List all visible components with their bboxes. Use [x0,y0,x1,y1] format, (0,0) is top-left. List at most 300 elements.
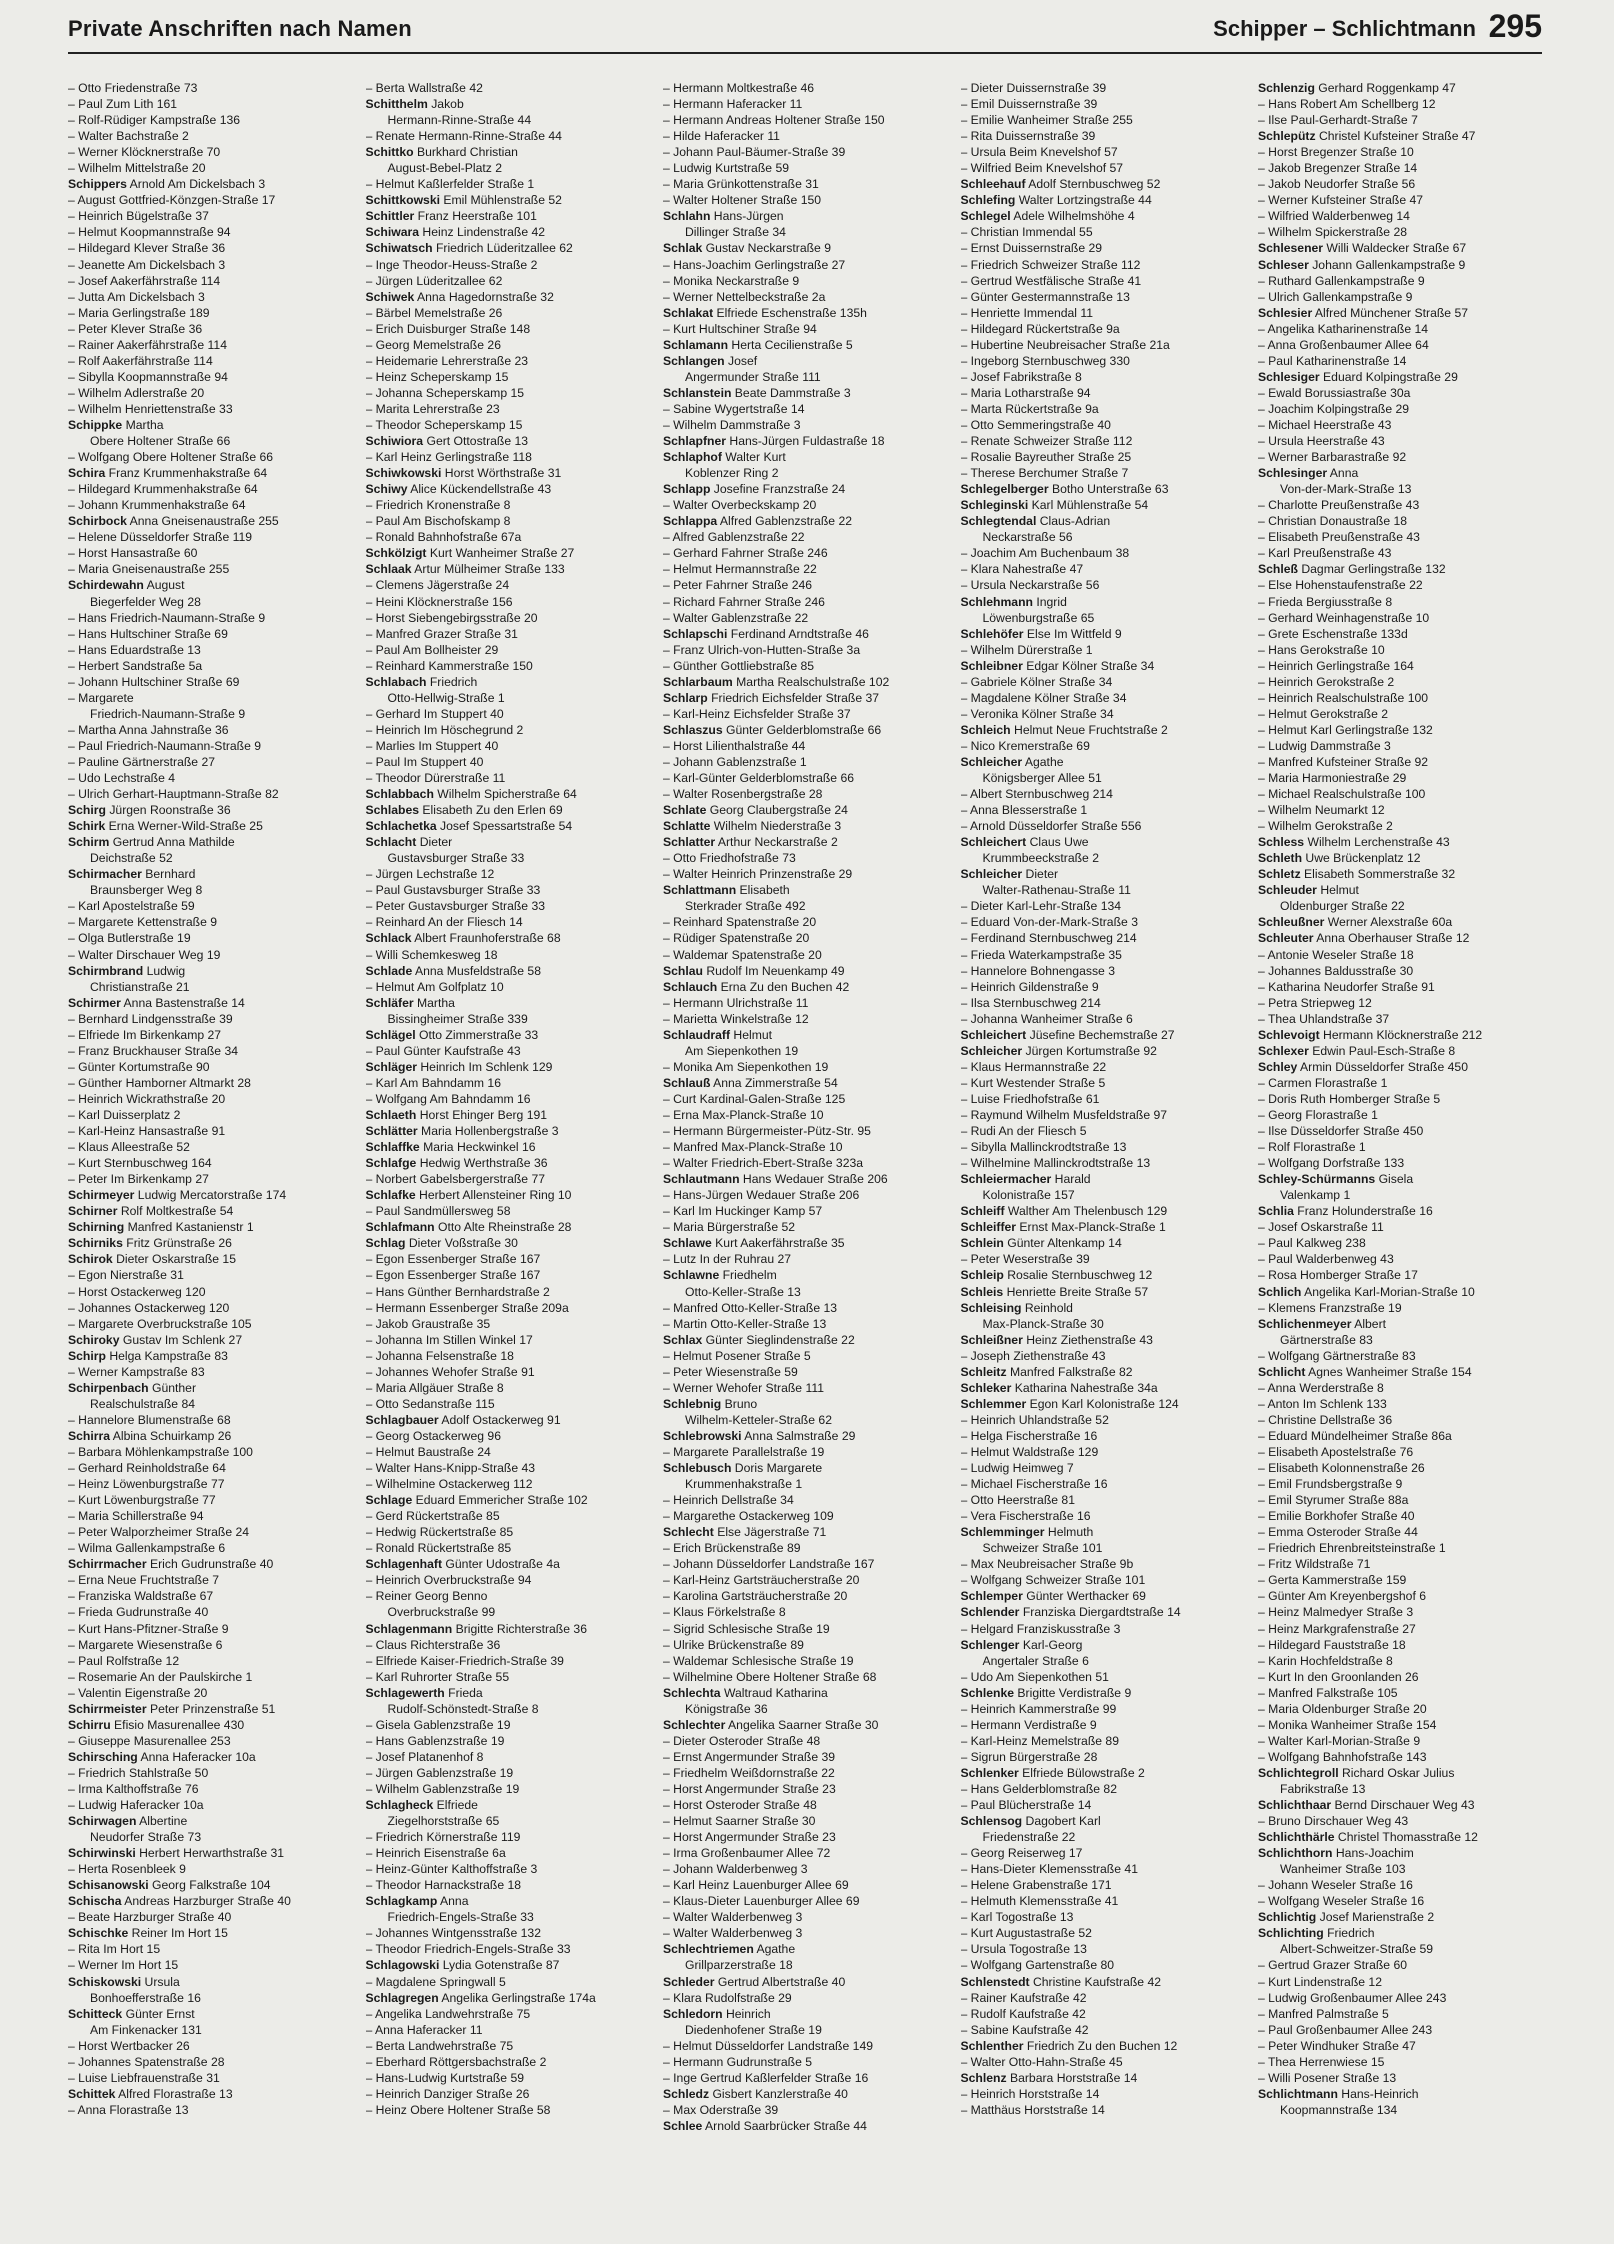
directory-entry: Königsberger Allee 51 [982,771,1102,786]
surname: Schlabbach [365,787,434,802]
directory-entry: – Peter Wiesenstraße 59 [663,1364,798,1379]
directory-entry: – Joachim Kolpingstraße 29 [1258,401,1410,416]
directory-entry: Ziegelhorststraße 65 [387,1814,500,1829]
surname: Schlagenhaft [365,1557,443,1572]
directory-entry: – Horst Angermunder Straße 23 [663,1830,836,1845]
directory-entry: – Walter Gablenzstraße 22 [663,610,809,625]
directory-entry: – Jürgen Lechstraße 12 [365,867,495,882]
directory-entry: Albert-Schweitzer-Straße 59 [1280,1942,1434,1957]
directory-entry: – Wilhelm Dürerstraße 1 [960,642,1093,657]
surname: Schlarbaum [663,674,733,689]
directory-entry: – Helmut Gerokstraße 2 [1258,706,1389,721]
directory-entry: Schlagkamp Anna [365,1894,469,1909]
directory-entry: – Karl-Heinz Eichsfelder Straße 37 [663,706,851,721]
directory-entry: – Margarete [68,690,134,705]
directory-entry: Am Finkenacker 131 [90,2022,202,2037]
directory-entry: Schlagbauer Adolf Ostackerweg 91 [365,1412,561,1427]
directory-column [1258,80,1542,2230]
directory-entry: Schlenke Brigitte Verdistraße 9 [960,1685,1132,1700]
directory-entry: – Michael Realschulstraße 100 [1258,787,1426,802]
directory-entry: Schlangen Josef [663,353,758,368]
directory-entry: Schleibner Edgar Kölner Straße 34 [960,658,1155,673]
directory-entry: – Rainer Aakerfährstraße 114 [68,337,227,352]
directory-entry: Otto-Hellwig-Straße 1 [387,690,505,705]
directory-entry: Schippers Arnold Am Dickelsbach 3 [68,177,266,192]
directory-entry: Schleißner Heinz Ziethenstraße 43 [960,1332,1153,1347]
directory-entry: Schitteck Günter Ernst [68,2006,195,2021]
directory-entry: – Doris Ruth Homberger Straße 5 [1258,1091,1441,1106]
directory-entry: Dillinger Straße 34 [685,225,786,240]
surname: Schley-Schürmanns [1258,1172,1376,1187]
directory-entry: – Monika Am Siepenkothen 19 [663,1059,829,1074]
directory-entry: – Rudi An der Fliesch 5 [960,1124,1087,1139]
directory-entry: – Josef Fabrikstraße 8 [960,369,1082,384]
directory-entry: – Georg Reiserweg 17 [960,1846,1083,1861]
directory-entry: – Bruno Dirschauer Weg 43 [1258,1814,1409,1829]
surname: Schirra [68,1428,111,1443]
surname: Schleicher [960,754,1023,769]
directory-entry: – Berta Landwehrstraße 75 [365,2038,514,2053]
surname: Schiwiora [365,434,424,449]
directory-entry: – Charlotte Preußenstraße 43 [1258,498,1420,513]
directory-entry: Schleising Reinhold [960,1300,1073,1315]
surname: Schlacht [365,835,417,850]
directory-entry: Schlätter Maria Hollenbergstraße 3 [365,1124,559,1139]
directory-entry: – Jutta Am Dickelsbach 3 [68,289,205,304]
directory-entry: – Hans Gelderblomstraße 82 [960,1781,1117,1796]
directory-entry: – Hans Gerokstraße 10 [1258,642,1385,657]
surname: Schlicht [1258,1364,1306,1379]
directory-entry: – Maria Harmoniestraße 29 [1258,771,1407,786]
directory-entry: – Emil Styrumer Straße 88a [1258,1493,1409,1508]
directory-entry: Schleußner Werner Alexstraße 60a [1258,915,1453,930]
surname: Schirmacher [68,867,142,882]
surname: Schlichthärle [1258,1830,1335,1845]
surname: Schlanstein [663,385,732,400]
directory-entry: – Paul Blücherstraße 14 [960,1798,1092,1813]
directory-entry: – Günther Gottliebstraße 85 [663,658,815,673]
directory-entry: – Emilie Borkhofer Straße 40 [1258,1509,1415,1524]
directory-entry: Schlebrowski Anna Salmstraße 29 [663,1428,856,1443]
directory-entry: – Rainer Kaufstraße 42 [960,1990,1087,2005]
directory-entry: – Hermann Haferacker 11 [663,97,803,112]
directory-entry: – Hans Gablenzstraße 19 [365,1733,505,1748]
directory-entry: – Jeanette Am Dickelsbach 3 [68,257,226,272]
directory-entry: – Horst Angermunder Straße 23 [663,1781,836,1796]
surname: Schleder [663,1974,715,1989]
directory-entry: Von-der-Mark-Straße 13 [1280,482,1412,497]
directory-entry: Schlegelberger Botho Unterstraße 63 [960,482,1169,497]
directory-entry: Sterkrader Straße 492 [685,899,806,914]
directory-entry: – Karl-Heinz Memelstraße 89 [960,1733,1119,1748]
directory-entry: Schlauch Erna Zu den Buchen 42 [663,979,850,994]
surname: Schläfer [365,995,414,1010]
directory-entry: Schlebnig Bruno [663,1396,758,1411]
directory-entry: Schlenther Friedrich Zu den Buchen 12 [960,2038,1178,2053]
directory-entry: – Ilsa Sternbuschweg 214 [960,995,1101,1010]
directory-entry: – Wilhelm Adlerstraße 20 [68,385,205,400]
surname: Schlagewerth [365,1685,445,1700]
surname: Schleis [960,1284,1004,1299]
directory-entry: Schlate Georg Claubergstraße 24 [663,803,848,818]
directory-entry: – Wilma Gallenkampstraße 6 [68,1541,226,1556]
directory-entry: – Wilhelm Gablenzstraße 19 [365,1781,520,1796]
surname: Schippke [68,417,123,432]
surname: Schlätter [365,1124,418,1139]
directory-entry: – Christine Dellstraße 36 [1258,1412,1393,1427]
surname: Schirpenbach [68,1380,149,1395]
directory-entry: – Jürgen Lüderitzallee 62 [365,273,503,288]
surname: Schitthelm [365,97,428,112]
surname: Schirdewahn [68,578,144,593]
surname: Schlade [365,963,413,978]
directory-entry: – Theodor Harnackstraße 18 [365,1878,522,1893]
surname: Schischke [68,1926,129,1941]
surname: Schlabes [365,803,420,818]
directory-entry: Schlebusch Doris Margarete [663,1461,823,1476]
directory-entry: Diedenhofener Straße 19 [685,2022,822,2037]
directory-entry: – Josef Platanenhof 8 [365,1749,484,1764]
directory-entry: – Marlies Im Stuppert 40 [365,738,499,753]
directory-entry: – Paul Katharinenstraße 14 [1258,353,1407,368]
directory-entry: Obere Holtener Straße 66 [90,434,231,449]
directory-entry: – Helgard Franziskusstraße 3 [960,1621,1121,1636]
directory-entry: Schlawe Kurt Aakerfährstraße 35 [663,1236,845,1251]
directory-entry: – Hermann Moltkestraße 46 [663,81,815,95]
directory-entry: – Heinz Löwenburgstraße 77 [68,1477,225,1492]
directory-entry: – Peter Windhuker Straße 47 [1258,2038,1416,2053]
directory-entry: – Werner Wehofer Straße 111 [663,1380,824,1395]
directory-entry: – Reinhard Spatenstraße 20 [663,915,817,930]
surname: Schlenke [960,1685,1015,1700]
directory-entry: – Elfriede Im Birkenkamp 27 [68,1027,222,1042]
directory-entry: – Herta Rosenbleek 9 [68,1862,186,1877]
directory-entry: – Günter Gestermannstraße 13 [960,289,1130,304]
directory-entry: – Reinhard Kammerstraße 150 [365,658,533,673]
directory-entry: Schittko Burkhard Christian [365,145,518,160]
directory-entry: – Hermann Verdistraße 9 [960,1717,1097,1732]
directory-entry: – Rüdiger Spatenstraße 20 [663,931,810,946]
directory-entry: – Walter Walderbenweg 3 [663,1926,803,1941]
directory-entry: – Johanna Im Stillen Winkel 17 [365,1332,533,1347]
surname: Schlesener [1258,241,1324,256]
page-header [68,8,1542,54]
directory-entry: – Frieda Waterkampstraße 35 [960,947,1122,962]
directory-entry: – Claus Richterstraße 36 [365,1637,501,1652]
directory-entry: – Irma Großenbaumer Allee 72 [663,1846,831,1861]
surname: Schleicher [960,1043,1023,1058]
directory-entry: – Ursula Togostraße 13 [960,1942,1087,1957]
directory-entry: – Dieter Duissernstraße 39 [960,81,1107,95]
directory-entry: Schlabes Elisabeth Zu den Erlen 69 [365,803,563,818]
surname: Schlagkamp [365,1894,438,1909]
directory-entry: – Helmuth Klemensstraße 41 [960,1894,1119,1909]
directory-entry: Schlein Günter Altenkamp 14 [960,1236,1122,1251]
directory-entry: – Wolfgang Weseler Straße 16 [1258,1894,1425,1909]
directory-entry: – Rosa Homberger Straße 17 [1258,1268,1418,1283]
directory-entry: – Klemens Franzstraße 19 [1258,1300,1402,1315]
directory-entry: – Ursula Heerstraße 43 [1258,434,1385,449]
page-number: 295 [1488,8,1542,44]
directory-entry: – Wolfgang Schweizer Straße 101 [960,1573,1146,1588]
directory-entry: Schlamann Herta Cecilienstraße 5 [663,337,853,352]
directory-entry: – Helene Düsseldorfer Straße 119 [68,530,253,545]
surname: Schirrmeister [68,1701,147,1716]
directory-entry: Schlehöfer Else Im Wittfeld 9 [960,626,1122,641]
surname: Schlehmann [960,594,1033,609]
directory-entry: – Paul Friedrich-Naumann-Straße 9 [68,738,262,753]
directory-entry: – Wolfgang Gartenstraße 80 [960,1958,1115,1973]
directory-entry: Schlahn Hans-Jürgen [663,209,784,224]
directory-entry: – Heinrich Overbruckstraße 94 [365,1573,532,1588]
surname: Schleiff [960,1204,1005,1219]
directory-entry: Schlabbach Wilhelm Spicherstraße 64 [365,787,577,802]
directory-entry: Schiskowski Ursula [68,1974,180,1989]
directory-entry: Schlich Angelika Karl-Morian-Straße 10 [1258,1284,1475,1299]
surname: Schlapschi [663,626,728,641]
directory-entry: – Johann Paul-Bäumer-Straße 39 [663,145,846,160]
surname: Schless [1258,835,1305,850]
surname: Schlichtig [1258,1910,1317,1925]
directory-entry: Schletz Elisabeth Sommerstraße 32 [1258,867,1456,882]
directory-entry: Königstraße 36 [685,1701,768,1716]
directory-entry: Bonhoefferstraße 16 [90,1990,201,2005]
directory-entry: – Emil Frundsbergstraße 9 [1258,1477,1403,1492]
directory-entry: – Otto Friedenstraße 73 [68,81,198,95]
directory-entry: – Anna Großenbaumer Allee 64 [1258,337,1429,352]
directory-entry: – Maria Schillerstraße 94 [68,1509,204,1524]
surname: Schlappa [663,514,718,529]
surname: Schlarp [663,690,708,705]
directory-entry: – Horst Wertbacker 26 [68,2038,190,2053]
directory-entry: – Ulrich Gallenkampstraße 9 [1258,289,1413,304]
surname: Schleichert [960,1027,1027,1042]
directory-entry: – Udo Lechstraße 4 [68,771,176,786]
surname: Schlenzig [1258,81,1315,95]
directory-entry: – Walter Bachstraße 2 [68,129,189,144]
directory-entry: – Herbert Sandstraße 5a [68,658,203,673]
directory-entry: – Ursula Neckarstraße 56 [960,578,1100,593]
directory-entry: Schira Franz Krummenhakstraße 64 [68,466,268,481]
directory-entry: – Norbert Gabelsbergerstraße 77 [365,1172,546,1187]
directory-entry: Hermann-Rinne-Straße 44 [387,113,532,128]
directory-entry: – Thea Uhlandstraße 37 [1258,1011,1390,1026]
directory-entry: Schlenger Karl-Georg [960,1637,1083,1652]
directory-entry: Biegerfelder Weg 28 [90,594,201,609]
directory-entry: – Frieda Gudrunstraße 40 [68,1605,209,1620]
directory-entry: – Helmut Koopmannstraße 94 [68,225,231,240]
directory-entry: – Udo Am Siepenkothen 51 [960,1669,1109,1684]
directory-entry: Schiwek Anna Hagedornstraße 32 [365,289,554,304]
surname: Schlagenmann [365,1621,453,1636]
directory-entry: – Curt Kardinal-Galen-Straße 125 [663,1091,846,1106]
directory-entry: – Wilfried Beim Knevelshof 57 [960,161,1124,176]
directory-entry: Schlachetka Josef Spessartstraße 54 [365,819,573,834]
directory-entry: – Wilhelmine Obere Holtener Straße 68 [663,1669,877,1684]
surname: Schlaeth [365,1108,417,1122]
directory-entry: Schirru Efisio Masurenallee 430 [68,1717,245,1732]
surname: Schlebusch [663,1461,732,1476]
surname: Schlia [1258,1204,1294,1219]
surname: Schirg [68,803,106,818]
directory-entry: – Hans-Jürgen Wedauer Straße 206 [663,1188,860,1203]
directory-entry: Neckarstraße 56 [982,530,1073,545]
directory-entry: – Walter Dirschauer Weg 19 [68,947,221,962]
directory-entry: – Wilhelm Neumarkt 12 [1258,803,1385,818]
directory-entry: – Horst Hansastraße 60 [68,546,198,561]
directory-entry: – Walter Friedrich-Ebert-Straße 323a [663,1156,864,1171]
directory-entry: Schkölzigt Kurt Wanheimer Straße 27 [365,546,575,561]
directory-entry: Schirm Gertrud Anna Mathilde [68,835,235,850]
surname: Schlate [663,803,707,818]
directory-entry: – August Gottfried-Könzgen-Straße 17 [68,193,276,208]
directory-entry: Schläger Heinrich Im Schlenk 129 [365,1059,553,1074]
surname: Schira [68,466,106,481]
directory-entry: – Erich Brückenstraße 89 [663,1541,801,1556]
directory-entry: – Manfred Otto-Keller-Straße 13 [663,1300,838,1315]
directory-entry: – Manfred Palmstraße 5 [1258,2006,1389,2021]
directory-entry: – Johanna Scheperskamp 15 [365,385,525,400]
surname: Schlenther [960,2038,1024,2053]
surname: Schiwara [365,225,420,240]
directory-entry: – Gerd Rückertstraße 85 [365,1509,500,1524]
directory-entry: Schleicher Dieter [960,867,1059,882]
surname: Schlepütz [1258,129,1316,144]
directory-entry: Schirmacher Bernhard [68,867,196,882]
directory-entry: Schlade Anna Musfeldstraße 58 [365,963,541,978]
directory-entry: – Heinrich Uhlandstraße 52 [960,1412,1109,1427]
directory-entry: – Karolina Gartsträucherstraße 20 [663,1589,848,1604]
directory-entry: Schlafge Hedwig Werthstraße 36 [365,1156,548,1171]
directory-entry: – Elisabeth Preußenstraße 43 [1258,530,1420,545]
directory-entry: – Marietta Winkelstraße 12 [663,1011,809,1026]
surname: Schlebnig [663,1396,722,1411]
directory-entry: – Nico Kremerstraße 69 [960,738,1090,753]
surname: Schirmbrand [68,963,144,978]
directory-entry: – Paul Walderbenweg 43 [1258,1252,1394,1267]
directory-entry: – Klara Rudolfstraße 29 [663,1990,792,2005]
surname: Schlender [960,1605,1020,1620]
directory-entry: – Hedwig Rückertstraße 85 [365,1525,514,1540]
directory-entry: – Maria Grünkottenstraße 31 [663,177,819,192]
directory-entry: Max-Planck-Straße 30 [982,1316,1104,1331]
directory-entry: – Rolf Aakerfährstraße 114 [68,353,213,368]
directory-entry: – Monika Wanheimer Straße 154 [1258,1717,1437,1732]
directory-entry: – Paul Kalkweg 238 [1258,1236,1366,1251]
surname: Schlichenmeyer [1258,1316,1352,1331]
directory-entry: – Egon Essenberger Straße 167 [365,1252,541,1267]
directory-entry: – Margarete Parallelstraße 19 [663,1444,825,1459]
directory-entry: – Ewald Borussiastraße 30a [1258,385,1411,400]
directory-entry: Schlanstein Beate Dammstraße 3 [663,385,851,400]
surname: Schlatter [663,835,716,850]
directory-entry: – Johanna Wanheimer Straße 6 [960,1011,1133,1026]
directory-entry: – Christian Immendal 55 [960,225,1093,240]
surname: Schiwkowski [365,466,442,481]
directory-entry: – Sibylla Koopmannstraße 94 [68,369,228,384]
directory-entry: Schlabach Friedrich [365,674,478,689]
directory-entry: Gärtnerstraße 83 [1280,1332,1373,1347]
directory-entry: – Manfred Max-Planck-Straße 10 [663,1140,843,1155]
directory-entry: – Barbara Möhlenkampstraße 100 [68,1444,253,1459]
directory-entry: – Ulrich Gerhart-Hauptmann-Straße 82 [68,787,279,802]
directory-entry: – Erna Neue Fruchtstraße 7 [68,1573,220,1588]
directory-entry: Schlaak Artur Mülheimer Straße 133 [365,562,565,577]
directory-entry: – Matthäus Horststraße 14 [960,2102,1105,2117]
directory-entry: – Heinrich Danziger Straße 26 [365,2086,530,2101]
directory-entry: – Kurt Hultschiner Straße 94 [663,321,817,336]
directory-entry: Schlafke Herbert Allensteiner Ring 10 [365,1188,572,1203]
surname: Schlichting [1258,1926,1324,1941]
directory-entry: Friedenstraße 22 [982,1830,1076,1845]
surname: Schlichtmann [1258,2086,1338,2101]
directory-entry: Schlarbaum Martha Realschulstraße 102 [663,674,890,689]
directory-entry: Schlax Günter Sieglindenstraße 22 [663,1332,855,1347]
directory-entry: – Walter Walderbenweg 3 [663,1910,803,1925]
directory-entry: – Karl Im Huckinger Kamp 57 [663,1204,823,1219]
directory-entry: Schläfer Martha [365,995,455,1010]
surname: Schlebrowski [663,1428,742,1443]
directory-entry: – Hildegard Klever Straße 36 [68,241,226,256]
surname: Schlesiger [1258,369,1320,384]
directory-entry: – Johannes Wintgensstraße 132 [365,1926,541,1941]
directory-entry: – Joachim Am Buchenbaum 38 [960,546,1130,561]
directory-entry: – Rolf Florastraße 1 [1258,1140,1366,1155]
surname: Schisanowski [68,1878,149,1893]
directory-entry: Schlee Arnold Saarbrücker Straße 44 [663,2118,867,2133]
surname: Schlehöfer [960,626,1024,641]
surname: Schlägel [365,1027,416,1042]
directory-entry: Schlichtmann Hans-Heinrich [1258,2086,1419,2101]
directory-entry: Braunsberger Weg 8 [90,883,203,898]
directory-entry: – Pauline Gärtnerstraße 27 [68,754,216,769]
directory-entry: Schlenstedt Christine Kaufstraße 42 [960,1974,1162,1989]
directory-entry: – Elisabeth Kolonnenstraße 26 [1258,1461,1425,1476]
directory-column [961,80,1245,2230]
directory-entry: – Jakob Graustraße 35 [365,1316,491,1331]
directory-entry: – Kurt Augustastraße 52 [960,1926,1092,1941]
directory-entry: – Clemens Jägerstraße 24 [365,578,510,593]
surname: Schirbock [68,514,127,529]
directory-entry: – Willi Posener Straße 13 [1258,2070,1397,2085]
surname: Schirner [68,1204,118,1219]
directory-entry: Schlesier Alfred Münchener Straße 57 [1258,305,1469,320]
directory-entry: – Peter Weserstraße 39 [960,1252,1090,1267]
directory-entry: – Michael Fischerstraße 16 [960,1477,1108,1492]
directory-column [68,80,352,2230]
surname: Schittko [365,145,414,160]
directory-entry: – Johann Gablenzstraße 1 [663,754,807,769]
directory-entry: Schlegtendal Claus-Adrian [960,514,1111,529]
surname: Schlemper [960,1589,1023,1604]
directory-entry: – Heinrich Gildenstraße 9 [960,979,1099,994]
directory-entry: – Helmut Waldstraße 129 [960,1444,1099,1459]
directory-entry: – Peter Walporzheimer Straße 24 [68,1525,250,1540]
surname: Schlee [663,2118,703,2133]
surname: Schlatte [663,819,711,834]
directory-entry: – Friedrich Kronenstraße 8 [365,498,511,513]
surname: Schiwek [365,289,415,304]
directory-entry: – Friedrich Ehrenbreitsteinstraße 1 [1258,1541,1446,1556]
surname: Schleser [1258,257,1309,272]
directory-entry: Schirmer Anna Bastenstraße 14 [68,995,245,1010]
directory-entry: – Walter Holtener Straße 150 [663,193,822,208]
directory-entry: – Karl Togostraße 13 [960,1910,1074,1925]
directory-entry: – Jürgen Gablenzstraße 19 [365,1765,514,1780]
directory-entry: – Ferdinand Sternbuschweg 214 [960,931,1137,946]
directory-entry: – Richard Fahrner Straße 246 [663,594,825,609]
directory-entry: Schleichert Jüsefine Bechemstraße 27 [960,1027,1175,1042]
